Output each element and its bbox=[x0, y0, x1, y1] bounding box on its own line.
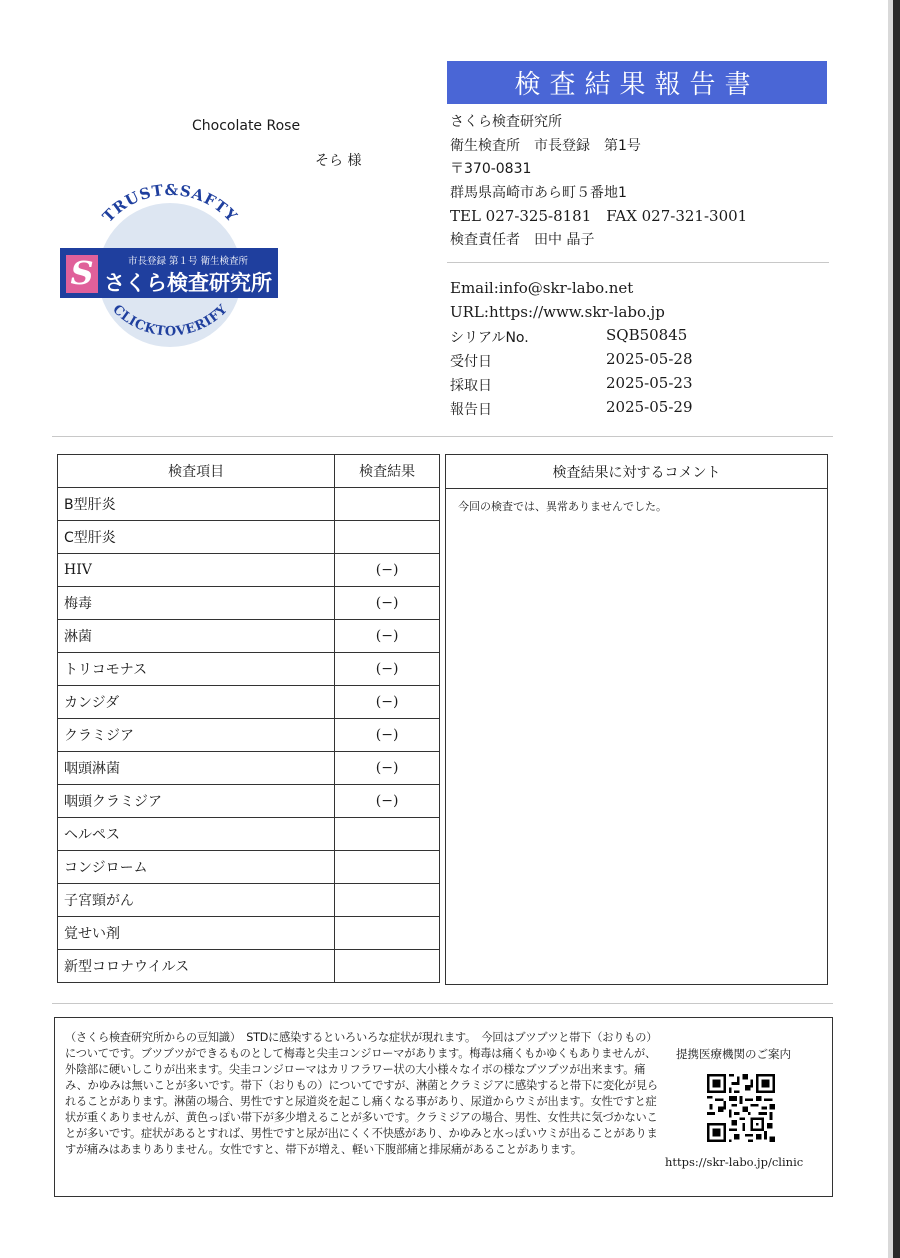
test-result: (−) bbox=[335, 620, 440, 653]
test-item: 新型コロナウイルス bbox=[58, 950, 335, 983]
table-row bbox=[58, 719, 440, 752]
test-result: (−) bbox=[335, 752, 440, 785]
results-table bbox=[57, 454, 440, 983]
received-date-label: 受付日 bbox=[450, 354, 492, 370]
test-item: HIV bbox=[58, 554, 335, 587]
test-item: B型肝炎 bbox=[58, 488, 335, 521]
table-row bbox=[58, 752, 440, 785]
test-item: 咽頭淋菌 bbox=[58, 752, 335, 785]
test-item: クラミジア bbox=[58, 719, 335, 752]
test-item: カンジダ bbox=[58, 686, 335, 719]
report-date-value: 2025-05-29 bbox=[606, 398, 693, 416]
collected-date-value: 2025-05-23 bbox=[606, 374, 693, 392]
table-row bbox=[58, 785, 440, 818]
comment-text: 今回の検査では、異常ありませんでした。 bbox=[458, 500, 667, 513]
table-row bbox=[58, 587, 440, 620]
seal-logo-letter: S bbox=[70, 254, 94, 292]
lab-postal-code: 〒370-0831 bbox=[450, 161, 532, 177]
table-row bbox=[58, 917, 440, 950]
header-item: 検査項目 bbox=[58, 455, 335, 488]
footer-tips: （さくら検査研究所からの豆知識） STDに感染するといろいろな症状が現れます。 今回はブツブツと帯下（おりもの）についてです。ブツブツができるものとして梅毒と尖圭コンジローマがあります。梅毒は痛くもかゆくもありませんが、外陰部に硬いしこりが出来ます。尖圭コンジローマはカリフラワー状の大小様々なイボの様なブツブツが出来ます。痛み、かゆみは無いことが多いです。帯下（おりもの）についてですが、淋菌とクラミジアに感染すると帯下に変化が見られることがあります。淋菌の場合、男性ですと尿道炎を起こし痛くなる事があり、尿道からウミが出ます。女性ですと症状が重くありませんが、黄色っぽい帯下が多少増えることが多いです。クラミジアの場合、男性、女性共に気づかないことが多いです。症状があるとすれば、男性ですと尿が出にくく不快感があり、かゆみと水っぽいウミが出ることがありますが痛みはあまりありません。女性ですと、帯下が増え、軽い下腹部痛と排尿痛があることがあります。 bbox=[65, 1031, 658, 1156]
test-result bbox=[335, 851, 440, 884]
seal-arc-top: TRUST&SAFTY bbox=[98, 180, 242, 226]
lab-address: 群馬県高崎市あら町５番地1 bbox=[450, 185, 627, 201]
lab-responsible: 検査責任者 田中 晶子 bbox=[450, 232, 595, 248]
seal-lab-name: さくら検査研究所 bbox=[104, 271, 272, 295]
patient-name: そら 様 bbox=[315, 153, 362, 169]
table-row bbox=[58, 884, 440, 917]
test-result: (−) bbox=[335, 785, 440, 818]
page-edge bbox=[893, 0, 900, 1258]
lab-email[interactable]: Email:info@skr-labo.net bbox=[450, 279, 634, 297]
test-result: (−) bbox=[335, 587, 440, 620]
test-item: コンジローム bbox=[58, 851, 335, 884]
comment-header: 検査結果に対するコメント bbox=[446, 455, 827, 489]
table-row bbox=[58, 950, 440, 983]
lab-registration: 衛生検査所 市長登録 第1号 bbox=[450, 138, 641, 154]
test-item: ヘルペス bbox=[58, 818, 335, 851]
section-divider-top bbox=[52, 436, 833, 437]
header-result: 検査結果 bbox=[335, 455, 440, 488]
report-date-label: 報告日 bbox=[450, 402, 492, 418]
qr-label: 提携医療機関のご案内 bbox=[676, 1047, 791, 1061]
test-item: C型肝炎 bbox=[58, 521, 335, 554]
seal-registration: 市長登録 第１号 衛生検査所 bbox=[127, 256, 249, 267]
table-row bbox=[58, 521, 440, 554]
test-result bbox=[335, 488, 440, 521]
collected-date-label: 採取日 bbox=[450, 378, 492, 394]
comment-box bbox=[445, 454, 828, 985]
table-row bbox=[58, 554, 440, 587]
serial-value: SQB50845 bbox=[606, 326, 688, 344]
lab-tel-fax: TEL 027-325-8181 FAX 027-321-3001 bbox=[450, 207, 748, 225]
test-result bbox=[335, 884, 440, 917]
section-divider-bottom bbox=[52, 1003, 833, 1004]
table-row bbox=[58, 620, 440, 653]
header-divider bbox=[447, 262, 829, 263]
qr-code[interactable] bbox=[707, 1074, 775, 1142]
table-row bbox=[58, 818, 440, 851]
test-item: 淋菌 bbox=[58, 620, 335, 653]
clinic-name: Chocolate Rose bbox=[192, 118, 301, 134]
report-title: 検査結果報告書 bbox=[447, 61, 827, 104]
lab-url[interactable]: URL:https://www.skr-labo.jp bbox=[450, 303, 665, 321]
test-result: (−) bbox=[335, 719, 440, 752]
table-row bbox=[58, 851, 440, 884]
test-result: (−) bbox=[335, 686, 440, 719]
table-row bbox=[58, 653, 440, 686]
table-row bbox=[58, 686, 440, 719]
serial-label: シリアルNo. bbox=[450, 330, 529, 346]
test-item: 子宮頸がん bbox=[58, 884, 335, 917]
results-header-row bbox=[58, 455, 440, 488]
test-result bbox=[335, 950, 440, 983]
test-result bbox=[335, 521, 440, 554]
lab-name: さくら検査研究所 bbox=[450, 114, 562, 130]
test-result bbox=[335, 818, 440, 851]
test-item: 覚せい剤 bbox=[58, 917, 335, 950]
test-result bbox=[335, 917, 440, 950]
test-item: トリコモナス bbox=[58, 653, 335, 686]
test-item: 梅毒 bbox=[58, 587, 335, 620]
test-result: (−) bbox=[335, 653, 440, 686]
test-item: 咽頭クラミジア bbox=[58, 785, 335, 818]
seal-arc-bottom: CLICKTOVERIFY bbox=[109, 302, 231, 340]
lab-seal bbox=[60, 180, 280, 350]
qr-url[interactable]: https://skr-labo.jp/clinic bbox=[665, 1155, 804, 1169]
table-row bbox=[58, 488, 440, 521]
footer-box bbox=[54, 1017, 833, 1197]
received-date-value: 2025-05-28 bbox=[606, 350, 693, 368]
test-result: (−) bbox=[335, 554, 440, 587]
